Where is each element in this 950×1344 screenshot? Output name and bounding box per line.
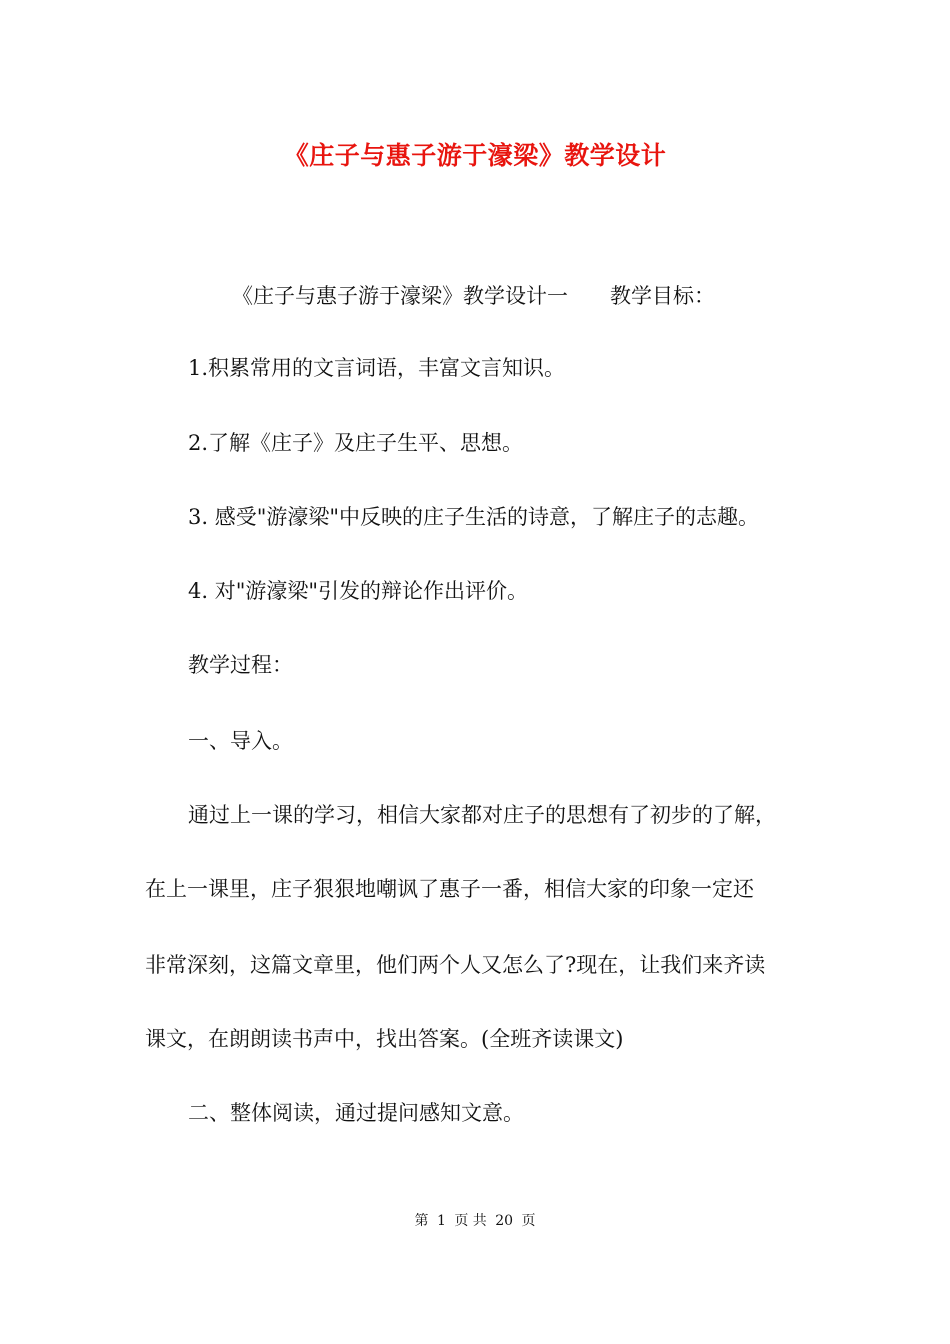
intro-line bbox=[232, 281, 715, 311]
goal-item-1: 1.积累常用的文言词语，丰富文言知识。 bbox=[188, 356, 566, 380]
intro-right-text: 教学目标： bbox=[610, 284, 715, 308]
section-heading-1: 一、导入。 bbox=[188, 729, 293, 753]
document-title: 《庄子与惠子游于濠梁》教学设计 bbox=[283, 141, 667, 170]
footer-middle: 页 共 bbox=[454, 1213, 487, 1229]
process-heading: 教学过程： bbox=[188, 653, 293, 677]
goal-item-4: 4. 对"游濠梁"引发的辩论作出评价。 bbox=[188, 579, 529, 603]
goal-item-3: 3. 感受"游濠梁"中反映的庄子生活的诗意，了解庄子的志趣。 bbox=[188, 505, 760, 529]
footer-page-number: 1 bbox=[436, 1213, 446, 1229]
paragraph-line-2: 在上一课里，庄子狠狠地嘲讽了惠子一番，相信大家的印象一定还 bbox=[145, 877, 754, 901]
footer-suffix: 页 bbox=[521, 1213, 536, 1229]
footer-total-pages: 20 bbox=[495, 1213, 514, 1229]
goal-item-2: 2.了解《庄子》及庄子生平、思想。 bbox=[188, 431, 524, 455]
page-footer bbox=[0, 1210, 950, 1230]
paragraph-line-1: 通过上一课的学习，相信大家都对庄子的思想有了初步的了解， bbox=[188, 803, 776, 827]
paragraph-line-3: 非常深刻，这篇文章里，他们两个人又怎么了?现在，让我们来齐读 bbox=[145, 953, 766, 977]
footer-prefix: 第 bbox=[414, 1213, 429, 1229]
section-heading-2: 二、整体阅读，通过提问感知文意。 bbox=[188, 1101, 524, 1125]
intro-left-text: 《庄子与惠子游于濠梁》教学设计一 bbox=[232, 284, 568, 308]
paragraph-line-4: 课文，在朗朗读书声中，找出答案。(全班齐读课文) bbox=[145, 1027, 624, 1051]
